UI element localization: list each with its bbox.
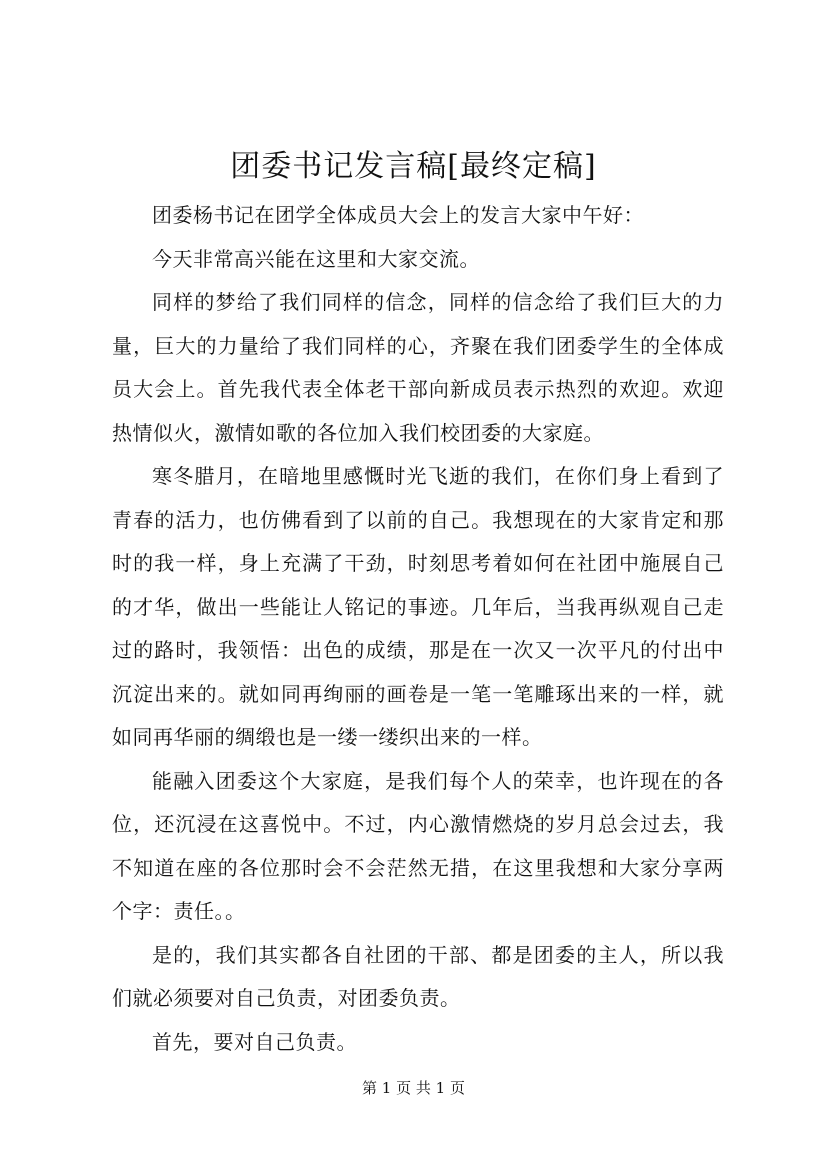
- paragraph-5: 能融入团委这个大家庭，是我们每个人的荣幸，也许现在的各位，还沉浸在这喜悦中。不过，内心激情燃烧的岁月总会过去，我不知道在座的各位那时会不会茫然无措，在这里我想和大家分享两个字：责任。。: [112, 768, 724, 923]
- paragraph-4: 寒冬腊月，在暗地里感慨时光飞逝的我们，在你们身上看到了青春的活力，也仿佛看到了以前的自己。我想现在的大家肯定和那时的我一样，身上充满了干劲，时刻思考着如何在社团中施展自己的才华，做出一些能让人铭记的事迹。几年后，当我再纵观自己走过的路时，我领悟：出色的成绩，那是在一次又一次平凡的付出中沉淀出来的。就如同再绚丽的画卷是一笔一笔雕琢出来的一样，就如同再华丽的绸缎也是一缕一缕织出来的一样。: [112, 464, 724, 749]
- paragraph-7: 首先，要对自己负责。: [152, 1029, 357, 1054]
- paragraph-3: 同样的梦给了我们同样的信念，同样的信念给了我们巨大的力量，巨大的力量给了我们同样的心，齐聚在我们团委学生的全体成员大会上。首先我代表全体老干部向新成员表示热烈的欢迎。欢迎热情似火，激情如歌的各位加入我们校团委的大家庭。: [112, 290, 724, 445]
- paragraph-1: 团委杨书记在团学全体成员大会上的发言大家中午好：: [152, 203, 644, 227]
- document-body: [112, 194, 724, 1064]
- paragraph-2: 今天非常高兴能在这里和大家交流。: [152, 246, 480, 271]
- document-title: 团委书记发言稿[最终定稿]: [230, 149, 597, 184]
- page-number-footer: 第 1 页 共 1 页: [362, 1079, 465, 1097]
- paragraph-6: 是的，我们其实都各自社团的干部、都是团委的主人，所以我们就必须要对自己负责，对团委负责。: [112, 942, 724, 1010]
